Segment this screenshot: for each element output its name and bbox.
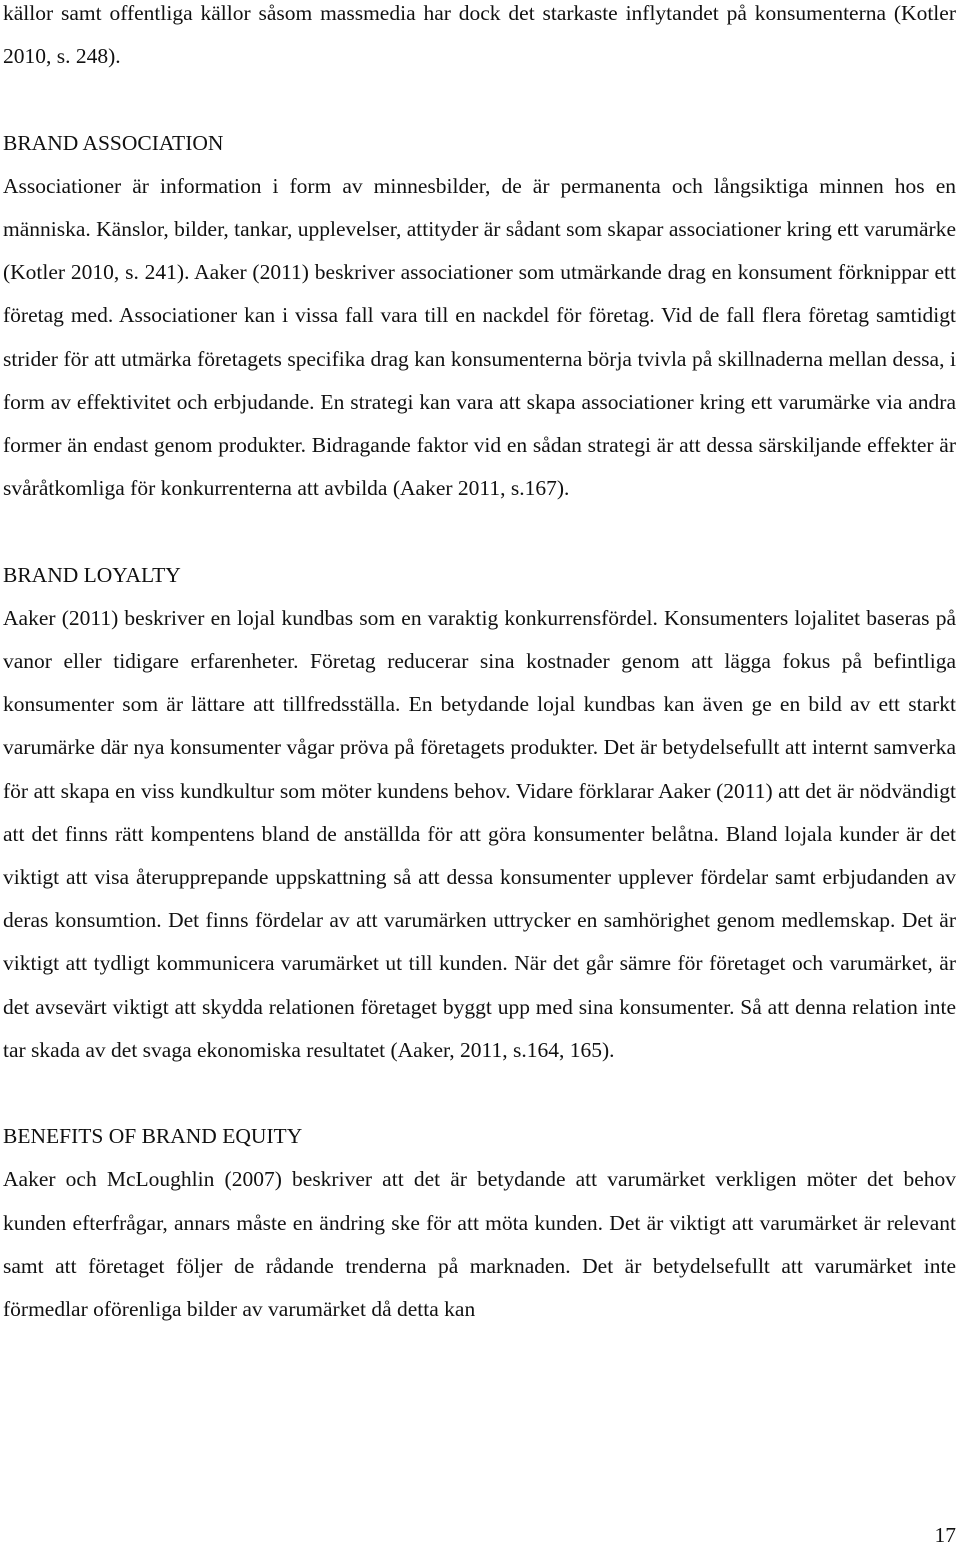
- spacer: [3, 510, 956, 553]
- heading-brand-association: BRAND ASSOCIATION: [3, 130, 224, 155]
- heading-benefits-of-brand-equity: BENEFITS OF BRAND EQUITY: [3, 1124, 303, 1149]
- spacer: [3, 78, 956, 121]
- spacer: [3, 1072, 956, 1115]
- paragraph-benefits-of-brand-equity: Aaker och McLoughlin (2007) beskriver att det är betydande att varumärket verkligen möter det behov kunden efterfrågar, annars måste en ändring ske för att möta kunden. Det är viktigt att varumärket är relevant samt att företaget följer de rådande trenderna på marknaden. Det är betydelsefullt att varumärket inte förmedlar oförenliga bilder av varumärket då detta kan: [3, 1167, 956, 1322]
- page-number: 17: [934, 1523, 956, 1547]
- paragraph-brand-association: Associationer är information i form av minnesbilder, de är permanenta och långsiktiga minnen hos en människa. Känslor, bilder, tankar, upplevelser, attityder är sådant som skapar associationer kring ett varumärke (Kotler 2010, s. 241). Aaker (2011) beskriver associationer som utmärkande drag en konsument förknippar ett företag med. Associationer kan i vissa fall vara till en nackdel för företag. Vid de fall flera företag samtidigt strider för att utmärka företagets specifika drag kan konsumenterna börja tvivla på skillnaderna mellan dessa, i form av effektivitet och erbjudande. En strategi kan vara att skapa associationer kring ett varumärke via andra former än endast genom produkter. Bidragande faktor vid en sådan strategi är att dessa särskiljande effekter är svåråtkomliga för konkurrenterna att avbilda (Aaker 2011, s.167).: [3, 173, 956, 501]
- document-page: [3, 0, 956, 1331]
- paragraph-brand-loyalty: Aaker (2011) beskriver en lojal kundbas som en varaktig konkurrensfördel. Konsumenters lojalitet baseras på vanor eller tidigare erfarenheter. Företag reducerar sina kostnader genom att lägga fokus på befintliga konsumenter som är lättare att tillfredsställa. En betydande lojal kundbas kan även ge en bild av ett starkt varumärke där nya konsumenter vågar pröva på företagets produkter. Det är betydelsefullt att internt samverka för att skapa en viss kundkultur som möter kundens behov. Vidare förklarar Aaker (2011) att det är nödvändigt att det finns rätt kompentens bland de anställda för att göra konsumenter belåtna. Bland lojala kunder är det viktigt att visa återupprepande uppskattning så att dessa konsumenter upplever fördelar samt erbjudanden av deras konsumtion. Det finns fördelar av att varumärken uttrycker en samhörighet genom medlemskap. Det är viktigt att tydligt kommunicera varumärket ut till kunden. När det går sämre för företaget och varumärket, är det avsevärt viktigt att skydda relationen företaget byggt upp med sina konsumenter. Så att denna relation inte tar skada av det svaga ekonomiska resultatet (Aaker, 2011, s.164, 165).: [3, 605, 956, 1062]
- heading-brand-loyalty: BRAND LOYALTY: [3, 562, 181, 587]
- intro-paragraph: källor samt offentliga källor såsom massmedia har dock det starkaste inflytandet på konsumenterna (Kotler 2010, s. 248).: [3, 1, 956, 69]
